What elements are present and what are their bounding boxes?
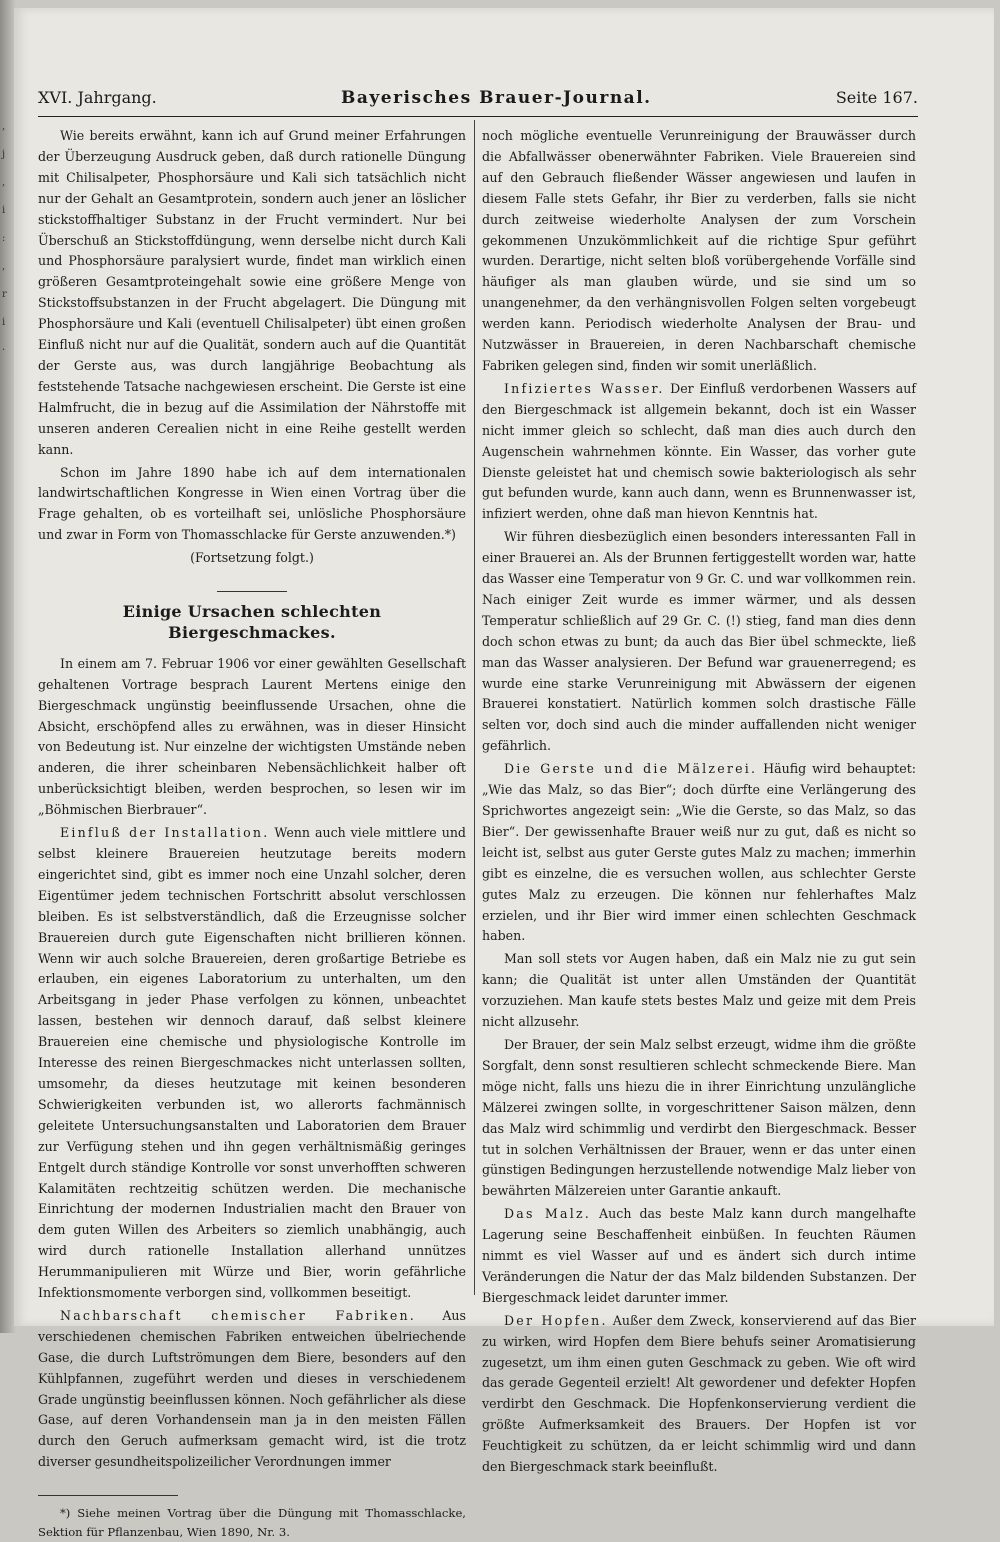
section-lead: Nachbarschaft chemischer Fabriken.: [60, 1307, 416, 1323]
footnote-rule: [38, 1495, 178, 1496]
paragraph: Man soll stets vor Augen haben, daß ein Malz nie zu gut sein kann; die Qualität ist unter allen Umständen der Quantität vorzuziehen. Man kaufe stets bestes Malz und geize mit dem Preis nicht allzusehr.: [482, 951, 916, 1030]
article-separator: [217, 591, 287, 592]
section-text: Wenn auch viele mittlere und selbst kleinere Brauereien heutzutage bereits modern eingerichtet sind, gibt es immer noch eine Unzahl solcher, deren Eigentümer jedem technischen Fortschritt absolut verschlossen bleiben. Es ist selbstverständlich, daß die Erzeugnisse solcher Brauereien durch gute Eigenschaften nicht brillieren können. Wenn wir auch solche Brauereien, deren großartige Betriebe es erlauben, ein eigenes Laboratorium zu unterhalten, um den Arbeitsgang in jeder Phase verfolgen zu können, unbeachtet lassen, bestehen wir dennoch darauf, daß selbst kleinere Brauereien eine chemische und physiologische Kontrolle im Interesse des reinen Biergeschmackes nicht unterlassen sollten, umsomehr, da dieses heutzutage mit keinen besonderen Schwierigkeiten verbunden ist, wo allerorts fachmännisch geleitete Untersuchungsanstalten und Laboratorien dem Brauer zur Verfügung stehen und ihn gegen verhältnismäßig geringes Entgelt durch ständige Kontrolle vor sonst unverhofften schweren Kalamitäten rechtzeitig schützen werden. Die mechanische Einrichtung der modernen Industrialien macht den Brauer von dem guten Willen des Arbeiters so ziemlich unabhängig, auch wird durch rationelle Installation allerhand unnützes Herummanipulieren mit Würze und Bier, worin gefährliche Infektionsmomente verborgen sind, vollkommen beseitigt.: [38, 825, 466, 1301]
column-divider: [474, 120, 475, 1295]
section-lead: Einfluß der Installation.: [60, 825, 270, 841]
paragraph: In einem am 7. Februar 1906 vor einer gewählten Gesellschaft gehaltenen Vortrage besprach Laurent Mertens einige den Biergeschmack ungünstig beeinflussende Ursachen, ohne die Absicht, erschöpfend alles zu erwähnen, was in dieser Hinsicht von Bedeutung ist. Nur einzelne der wichtigsten Umstände neben anderen, die ihrer scheinbaren Nebensächlichkeit halber oft unberücksichtigt bleiben, werden besprochen, so lesen wir im „Böhmischen Bierbrauer“.: [38, 655, 466, 818]
paragraph: [482, 759, 916, 947]
continued-note: (Fortsetzung folgt.): [190, 550, 314, 566]
paragraph: Wie bereits erwähnt, kann ich auf Grund meiner Erfahrungen der Überzeugung Ausdruck geben, daß durch rationelle Düngung mit Chilisalpeter, Phosphorsäure und Kali sich tatsächlich nicht nur der Gehalt an Gesamtprotein, sondern auch jener an löslicher stickstoffhaltiger Substanz in der Frucht vermindert. Nur bei Überschuß an Stickstoffdüngung, wenn derselbe nicht durch Kali und Phosphorsäure paralysiert wurde, findet man wirklich einen größeren Gesamtproteingehalt sowie eine größere Menge von Stickstoffsubstanzen in der Frucht abgelagert. Die Düngung mit Phosphorsäure und Kali (eventuell Chilisalpeter) übt einen großen Einfluß nicht nur auf die Qualität, sondern auch auf die Quantität der Gerste aus, was durch langjährige Beobachtung als feststehende Tatsache nachgewiesen erscheint. Die Gerste ist eine Halmfrucht, die in bezug auf die Assimilation der Nährstoffe mit unseren anderen Cerealien nicht in eine Reihe gestellt werden kann.: [38, 128, 466, 457]
paragraph: Wir führen diesbezüglich einen besonders interessanten Fall in einer Brauerei an. Als der Brunnen fertiggestellt worden war, hatte das Wasser eine Temperatur von 9 Gr. C. und war vollkommen rein. Nach einiger Zeit wurde es immer wärmer, und als dessen Temperatur schließlich auf 29 Gr. C. (!) stieg, fand man dies denn doch schon etwas zu bunt; da auch das Bier übel schmeckte, ließ man das Wasser analysieren. Der Befund war grauenerregend; es wurde eine starke Verunreinigung mit Abwässern der eigenen Brauerei konstatiert. Natürlich kommen solch drastische Fälle selten vor, doch sind auch die minder auffallenden nicht weniger gefährlich.: [482, 529, 916, 754]
section-lead: Infiziertes Wasser.: [504, 380, 665, 396]
right-column: [482, 126, 916, 1478]
paragraph: [38, 1306, 466, 1473]
section-text: Aus verschiedenen chemischen Fabriken entweichen übelriechende Gase, die durch Luftströmungen dem Biere, besonders auf den Kühlpfannen, zugeführt werden und dieses in verschiedenem Grade ungünstig beeinflussen können. Noch gefährlicher als diese Gase, auf deren Vorhandensein man ja in den meisten Fällen durch den Geruch aufmerksam gemacht wird, ist die trotz diverser gesundheitspolizeilicher Verordnungen immer: [38, 1307, 466, 1470]
paragraph: [38, 823, 466, 1304]
section-lead: Das Malz.: [504, 1206, 591, 1222]
paragraph: [482, 1204, 916, 1309]
section-lead: Der Hopfen.: [504, 1312, 608, 1328]
section-text: Auch das beste Malz kann durch mangelhafte Lagerung seine Beschaffenheit einbüßen. In feuchten Räumen nimmt es viel Wasser auf und es ändert sich durch intime Veränderungen die Natur der das Malz bildenden Substanzen. Der Biergeschmack leidet darunter immer.: [482, 1206, 916, 1305]
section-text: Häufig wird behauptet: „Wie das Malz, so das Bier“; doch dürfte eine Verlängerung des Sprichwortes angezeigt sein: „Wie die Gerste, so das Malz, so das Bier“. Der gewissenhafte Brauer weiß nur zu gut, daß es nicht so leicht ist, selbst aus guter Gerste gutes Malz zu machen; immerhin gibt es einzelne, die es versuchen wollen, aus schlechter Gerste gutes Malz zu erzeugen. Die können nur fehlerhaftes Malz erzielen, und ihr Bier wird immer einen schlechten Geschmack haben.: [482, 761, 916, 944]
left-column: [38, 126, 466, 1542]
volume-label: XVI. Jahrgang.: [38, 88, 157, 107]
page-number: Seite 167.: [835, 88, 918, 107]
paragraph: noch mögliche eventuelle Verunreinigung der Brauwässer durch die Abfallwässer obenerwähnter Fabriken. Viele Brauereien sind auf den Gebrauch fließender Wässer angewiesen und laufen in diesem Falle stets Gefahr, ihr Bier zu verderben, falls sie nicht durch zeitweise wiederholte Analysen der zum Vorschein gekommenen Unzukömmlichkeit auf die richtige Spur geführt wurden. Derartige, nicht selten bloß vorübergehende Vorfälle sind häufiger als man glauben würde, und sie sind um so unangenehmer, da den verhängnisvollen Folgen selten vorgebeugt werden kann. Periodisch wiederholte Analysen der Brau- und Nutzwässer in Brauereien, in deren Nachbarschaft chemische Fabriken gelegen sind, finden wir somit unerläßlich.: [482, 128, 916, 373]
journal-title: Bayerisches Brauer-Journal.: [341, 88, 652, 108]
section-lead: Die Gerste und die Mälzerei.: [504, 761, 758, 777]
footnote: *) Siehe meinen Vortrag über die Düngung mit Thomasschlacke, Sektion für Pflanzenbau, Wien 1890, Nr. 3.: [38, 1506, 466, 1540]
header-rule: [38, 116, 918, 117]
article-title: Einige Ursachen schlechten Biergeschmackes.: [122, 602, 382, 642]
paragraph: [482, 379, 916, 525]
paragraph: Der Brauer, der sein Malz selbst erzeugt, widme ihm die größte Sorgfalt, denn sonst resultieren schlecht schmeckende Biere. Man möge nicht, falls uns hiezu die in ihrer Einrichtung unzulängliche Mälzerei zwingen sollte, in vorgeschrittener Saison mälzen, denn das Malz wird schimmlig und verdirbt den Biergeschmack. Besser tut in solchen Verhältnissen der Brauer, wenn er das unter einen günstigen Bedingungen herzustellende notwendige Malz lieber von bewährten Mälzereien unter Garantie ankauft.: [482, 1036, 916, 1199]
section-text: Der Einfluß verdorbenen Wassers auf den Biergeschmack ist allgemein bekannt, doch ist ein Wasser nicht immer gleich so schlecht, daß man dies auch durch den Augenschein wahrnehmen könnte. Ein Wasser, das vorher gute Dienste geleistet hat und chemisch sowie bakteriologisch als sehr gut befunden wurde, kann auch dann, wenn es Brunnenwasser ist, infiziert werden, ohne daß man hievon Kenntnis hat.: [482, 380, 916, 522]
margin-marks: , j , i : , r i ·: [2, 121, 7, 356]
paragraph: [482, 1311, 916, 1478]
paragraph: Schon im Jahre 1890 habe ich auf dem internationalen landwirtschaftlichen Kongresse in Wien einen Vortrag über die Frage gehalten, ob es vorteilhaft sei, unlösliche Phosphorsäure und zwar in Form von Thomasschlacke für Gerste anzuwenden.*): [38, 464, 466, 543]
section-text: Außer dem Zweck, konservierend auf das Bier zu wirken, wird Hopfen dem Biere behufs seiner Aromatisierung zugesetzt, um ihm einen guten Geschmack zu geben. Wie oft wird das gerade Gegenteil erzielt! Alt gewordener und defekter Hopfen verdirbt den Geschmack. Die Hopfenkonservierung verdient die größte Aufmerksamkeit des Brauers. Der Hopfen ist vor Feuchtigkeit zu schützen, da er leicht schimmlig wird und dann den Biergeschmack stark beeinflußt.: [482, 1312, 916, 1475]
page-header: [38, 88, 918, 110]
